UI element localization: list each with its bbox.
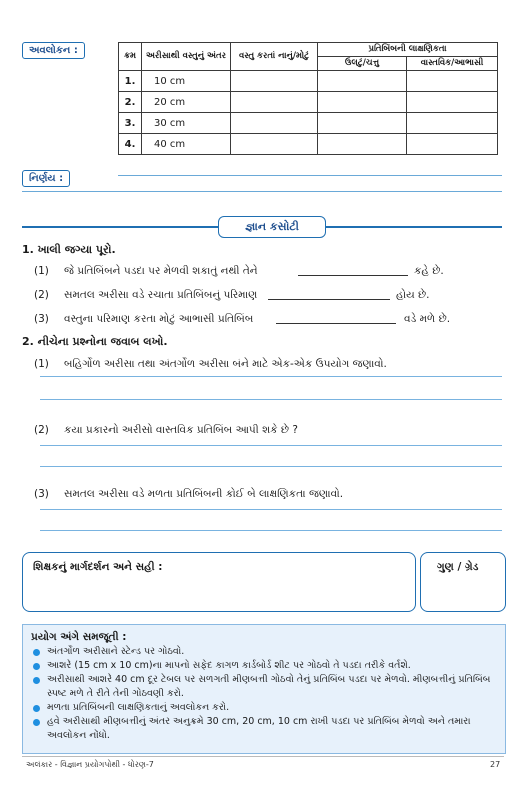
header-characteristics: પ્રતિબિંબની લાક્ષણિકતા	[318, 43, 498, 57]
bullet-icon	[33, 705, 40, 712]
grade-box[interactable]	[420, 552, 506, 612]
list-item	[33, 701, 499, 715]
answer-line[interactable]	[40, 445, 502, 446]
header-size: વસ્તુ કરતાં નાનું/મોટું	[231, 43, 318, 71]
cell-real-input[interactable]	[407, 92, 498, 113]
fill-item-suffix: કહે છે.	[414, 265, 444, 277]
note-text: હવે અરીસાથી મીણબત્તીનું અંતર અનુક્રમે 30 cm, 20 cm, 10 cm રાખી પડદા પર પ્રતિબિંબ મેળવો અને તમારા અવલોકન નોંધો.	[47, 716, 471, 741]
question-text: સમતલ અરીસા વડે મળતા પ્રતિબિંબની કોઈ બે લાક્ષણિકતા જણાવો.	[64, 488, 344, 500]
knowledge-test-banner	[22, 216, 502, 238]
cell-size-input[interactable]	[231, 71, 318, 92]
answer-line[interactable]	[40, 466, 502, 467]
row-num: 1.	[119, 71, 142, 92]
fill-item-suffix: વડે મળે છે.	[404, 313, 451, 325]
answer-line[interactable]	[40, 399, 502, 400]
list-item	[33, 673, 499, 701]
observation-table	[118, 42, 498, 155]
footer-divider	[22, 756, 504, 757]
fill-item-num: (2)	[34, 289, 49, 301]
question-num: (2)	[34, 424, 49, 436]
question-num: (1)	[34, 358, 49, 370]
fill-item-text: વસ્તુના પરિમાણ કરતા મોટું આભાસી પ્રતિબિંબ	[64, 313, 254, 325]
fill-item-num: (3)	[34, 313, 49, 325]
notes-list	[33, 645, 499, 743]
fill-blank-1[interactable]	[298, 275, 408, 276]
fill-blank-2[interactable]	[268, 299, 390, 300]
header-inverted: ઉલટું/ચત્તુ	[318, 57, 407, 71]
note-text: અરીસાથી આશરે 40 cm દૂર ટેબલ પર સળગતી મીણબત્તી ગોઠવો તેનું પ્રતિબિંબ પડદા પર મેળવો. મીણબત્તીનું પ્રતિબિંબ સ્પષ્ટ મળે તે રીતે તેની ગોઠવણી કરો.	[47, 674, 491, 699]
answer-line[interactable]	[40, 530, 502, 531]
bullet-icon	[33, 649, 40, 656]
fill-item-text: સમતલ અરીસા વડે રચાતા પ્રતિબિંબનું પરિમાણ	[64, 289, 258, 301]
bullet-icon	[33, 663, 40, 670]
row-distance: 40 cm	[142, 134, 231, 155]
conclusion-line-2[interactable]	[22, 191, 502, 192]
answer-line[interactable]	[40, 376, 502, 377]
fill-item-num: (1)	[34, 265, 49, 277]
note-text: અંતર્ગોળ અરીસાને સ્ટેન્ડ પર ગોઠવો.	[47, 646, 185, 657]
section2-title: 2. નીચેના પ્રશ્નોના જવાબ લખો.	[22, 335, 168, 348]
note-text: આશરે (15 cm x 10 cm)ના માપનો સફેદ કાગળ કાર્ડબોર્ડ શીટ પર ગોઠવો તે પડદા તરીકે વર્તશે.	[47, 660, 411, 671]
cell-size-input[interactable]	[231, 92, 318, 113]
question-text: બહિર્ગોળ અરીસા તથા અંતર્ગોળ અરીસા બંને માટે એક-એક ઉપયોગ જણાવો.	[64, 358, 387, 370]
bullet-icon	[33, 677, 40, 684]
cell-inverted-input[interactable]	[318, 134, 407, 155]
grade-label: ગુણ / ગ્રેડ	[437, 561, 479, 573]
cell-inverted-input[interactable]	[318, 92, 407, 113]
header-real: વાસ્તવિક/આભાસી	[407, 57, 498, 71]
teacher-label: શિક્ષકનું માર્ગદર્શન અને સહી :	[33, 561, 163, 573]
table-row	[119, 92, 498, 113]
banner-title: જ્ઞાન કસોટી	[218, 216, 326, 238]
cell-real-input[interactable]	[407, 113, 498, 134]
fill-item-text: જે પ્રતિબિંબને પડદા પર મેળવી શકાતું નથી તેને	[64, 265, 258, 277]
conclusion-line-1[interactable]	[118, 175, 502, 176]
fill-blank-3[interactable]	[276, 323, 396, 324]
list-item	[33, 715, 499, 743]
row-distance: 10 cm	[142, 71, 231, 92]
list-item	[33, 645, 499, 659]
list-item	[33, 659, 499, 673]
row-num: 2.	[119, 92, 142, 113]
table-row	[119, 134, 498, 155]
cell-real-input[interactable]	[407, 71, 498, 92]
experiment-notes	[22, 624, 506, 754]
cell-real-input[interactable]	[407, 134, 498, 155]
row-num: 4.	[119, 134, 142, 155]
row-num: 3.	[119, 113, 142, 134]
observation-label: અવલોકન :	[22, 42, 85, 59]
answer-line[interactable]	[40, 509, 502, 510]
table-row	[119, 71, 498, 92]
page-number: 27	[490, 760, 501, 769]
bullet-icon	[33, 719, 40, 726]
header-num: ક્રમ	[119, 43, 142, 71]
cell-size-input[interactable]	[231, 113, 318, 134]
header-distance: અરીસાથી વસ્તુનું અંતર	[142, 43, 231, 71]
cell-size-input[interactable]	[231, 134, 318, 155]
row-distance: 30 cm	[142, 113, 231, 134]
question-text: કયા પ્રકારનો અરીસો વાસ્તવિક પ્રતિબિંબ આપી શકે છે ?	[64, 424, 298, 436]
cell-inverted-input[interactable]	[318, 113, 407, 134]
cell-inverted-input[interactable]	[318, 71, 407, 92]
fill-item-suffix: હોય છે.	[396, 289, 430, 301]
question-num: (3)	[34, 488, 49, 500]
table-row	[119, 113, 498, 134]
footer-text: અલંકાર - વિજ્ઞાન પ્રયોગપોથી - ધોરણ-7	[26, 760, 154, 769]
section1-title: 1. ખાલી જગ્યા પૂરો.	[22, 243, 116, 256]
note-text: મળતા પ્રતિબિંબની લાક્ષણિકતાનું અવલોકન કરો.	[47, 702, 230, 713]
teacher-signature-box[interactable]	[22, 552, 416, 612]
row-distance: 20 cm	[142, 92, 231, 113]
notes-title: પ્રયોગ અંગે સમજૂતી :	[31, 631, 127, 643]
conclusion-label: નિર્ણય :	[22, 170, 70, 187]
